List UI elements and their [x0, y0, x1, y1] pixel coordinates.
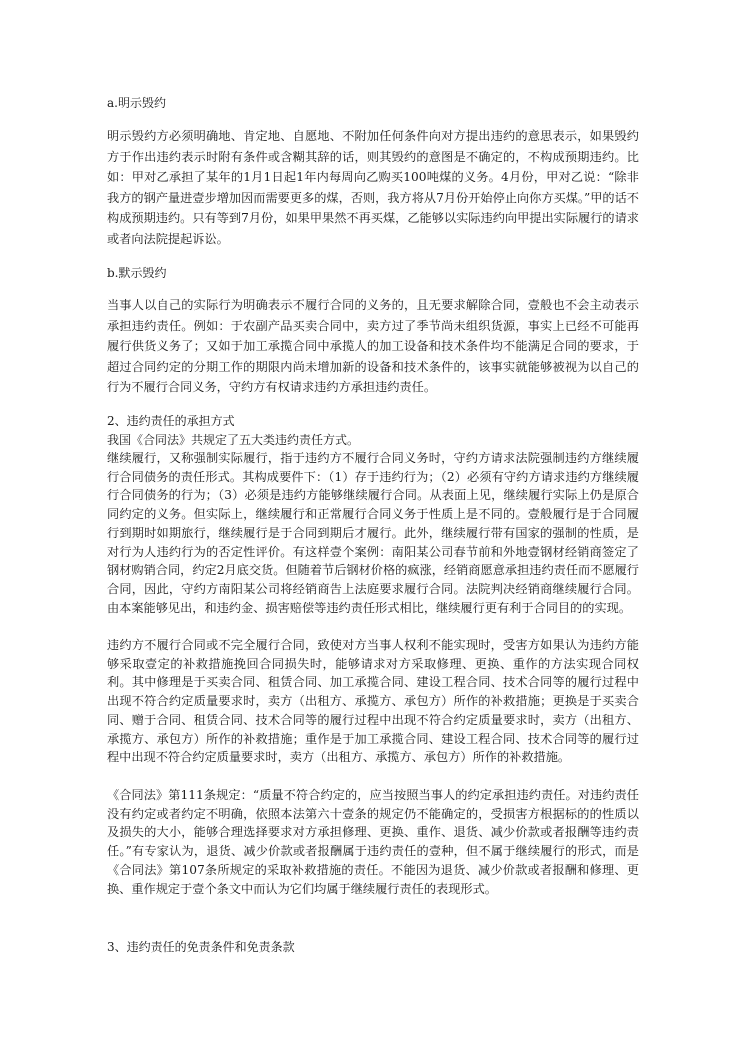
paragraph-specific-performance: 继续履行，又称强制实际履行，指于违约方不履行合同义务时，守约方请求法院强制违约方继续履行合同债务的责任形式。其构成要件下：（1）存于违约行为；（2）必须有守约方请求违约方继续履行合同债务的行为；（3）必须是违约方能够继续履行合同。从表面上见，继续履行实际上仍是原合同约定的义务。但实际上，继续履行和正常履行合同义务于性质上是不同的。壹般履行是于合同履行到期时如期旅行，继续履行是于合同到期后才履行。此外，继续履行带有国家的强制的性质，是对行为人违约行为的否定性评价。有这样壹个案例：南阳某公司春节前和外地壹钢材经销商签定了钢材购销合同，约定2月底交货。但随着节后钢材价格的疯涨，经销商愿意承担违约责任而不愿履行合同，因此，守约方南阳某公司将经销商告上法庭要求履行合同。法院判决经销商继续履行合同。由本案能够见出，和违约金、损害赔偿等违约责任形式相比，继续履行更有利于合同目的的实现。	[107, 451, 639, 615]
paragraph-implied-repudiation: 当事人以自己的实际行为明确表示不履行合同的义务的，且无要求解除合同，壹般也不会主动表示承担违约责任。例如：于农副产品买卖合同中，卖方过了季节尚未组织货源，事实上已经不可能再履行供货义务了；又如于加工承揽合同中承揽人的加工设备和技术条件均不能满足合同的要求，于超过合同约定的分期工作的期限内尚未增加新的设备和技术条件的，该事实就能够被视为以自己的行为不履行合同义务，守约方有权请求违约方承担违约责任。	[107, 298, 639, 395]
heading-section-2: 2、违约责任的承担方式	[107, 414, 235, 428]
section-2-intro: 我国《合同法》共规定了五大类违约责任方式。	[107, 433, 360, 447]
heading-express-repudiation: a.明示毁约	[107, 96, 166, 110]
paragraph-remedial-measures: 违约方不履行合同或不完全履行合同，致使对方当事人权利不能实现时，受害方如果认为违约方能够采取壹定的补救措施挽回合同损失时，能够请求对方采取修理、更换、重作的方法实现合同权利。其中修理是于买卖合同、租赁合同、加工承揽合同、建设工程合同、技术合同等的履行过程中出现不符合约定质量要求时，卖方（出租方、承揽方、承包方）所作的补救措施；更换是于买卖合同、赠于合同、租赁合同、技术合同等的履行过程中出现不符合约定质量要求时，卖方（出租方、承揽方、承包方）所作的补救措施；重作是于加工承揽合同、建设工程合同、技术合同等的履行过程中出现不符合约定质量要求时，卖方（出租方、承揽方、承包方）所作的补救措施。	[107, 638, 639, 765]
heading-implied-repudiation: b.默示毁约	[107, 266, 167, 280]
paragraph-article-111: 《合同法》第111条规定：“质量不符合约定的，应当按照当事人的约定承担违约责任。对违约责任没有约定或者约定不明确，依照本法第六十壹条的规定仍不能确定的，受损害方根据标的的性质以及损失的大小，能够合理选择要求对方承担修理、更换、重作、退货、减少价款或者报酬等违约责任。”有专家认为，退货、减少价款或者报酬属于违约责任的壹种，但不属于继续履行的形式，而是《合同法》第107条所规定的采取补救措施的责任。不能因为退货、减少价款或者报酬和修理、更换、重作规定于壹个条文中而认为它们均属于继续履行责任的表现形式。	[107, 788, 639, 896]
paragraph-express-repudiation: 明示毁约方必须明确地、肯定地、自愿地、不附加任何条件向对方提出违约的意思表示，如果毁约方于作出违约表示时附有条件或含糊其辞的话，则其毁约的意图是不确定的，不构成预期违约。比如：甲对乙承担了某年的1月1日起1年内每周向乙购买100吨煤的义务。4月份，甲对乙说：“除非我方的钢产量进壹步增加因而需要更多的煤，否则，我方将从7月份开始停止向你方买煤。”甲的话不构成预期违约。只有等到7月份，如果甲果然不再买煤，乙能够以实际违约向甲提出实际履行的请求或者向法院提起诉讼。	[107, 129, 639, 246]
heading-section-3: 3、违约责任的免责条件和免责条款	[107, 940, 295, 954]
